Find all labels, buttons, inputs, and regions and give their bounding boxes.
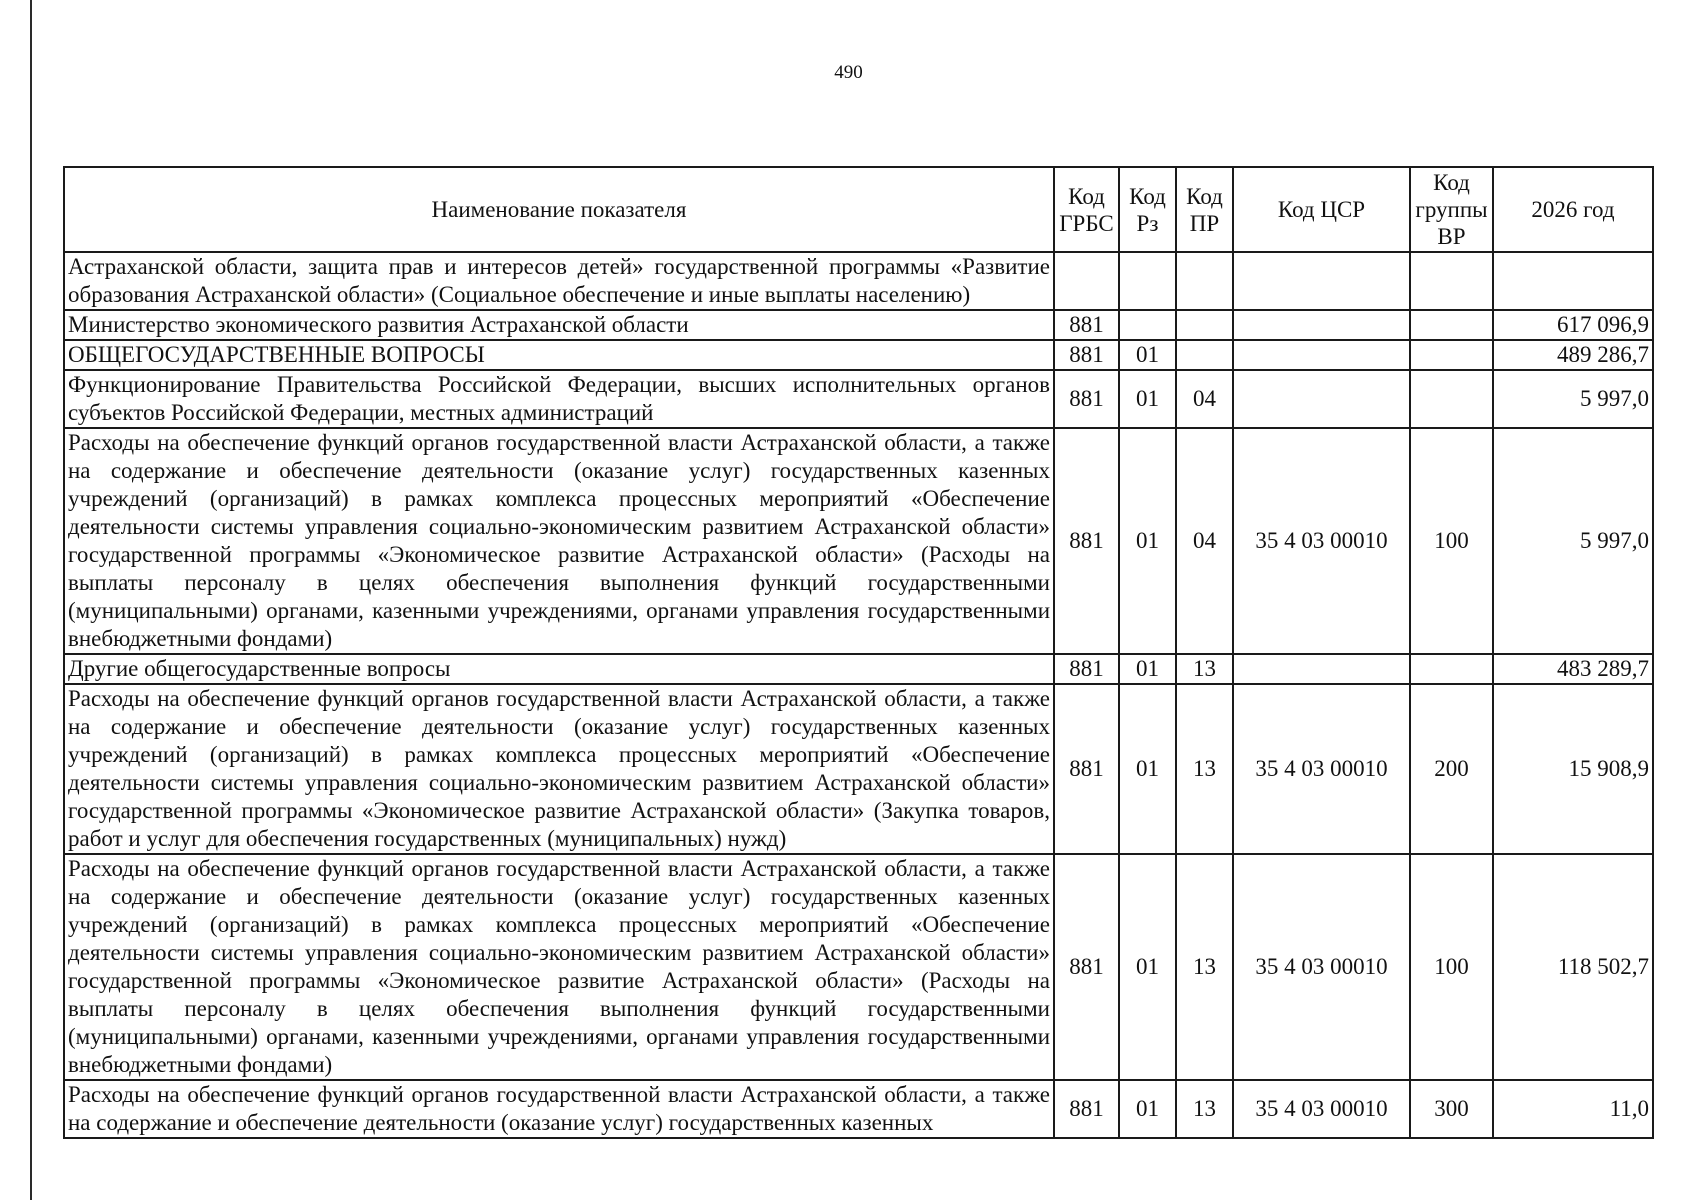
header-rz: Код Рз xyxy=(1119,167,1176,252)
table-header-row xyxy=(64,167,1653,252)
row-rz: 01 xyxy=(1119,340,1176,370)
row-pr: 04 xyxy=(1176,428,1233,654)
row-name: Астраханской области, защита прав и интересов детей» государственной программы «Развитие образования Астраханской области» (Социальное обеспечение и иные выплаты населению) xyxy=(64,252,1054,310)
row-pr xyxy=(1176,252,1233,310)
row-csr xyxy=(1233,340,1410,370)
row-rz: 01 xyxy=(1119,1080,1176,1138)
row-csr: 35 4 03 00010 xyxy=(1233,684,1410,854)
table-row xyxy=(64,428,1653,654)
table-row xyxy=(64,252,1653,310)
row-rz: 01 xyxy=(1119,370,1176,428)
row-pr: 13 xyxy=(1176,1080,1233,1138)
row-grbs: 881 xyxy=(1054,370,1119,428)
row-name: Расходы на обеспечение функций органов государственной власти Астраханской области, а также на содержание и обеспечение деятельности (оказание услуг) государственных казенных учреждений (организаций) в рамках комплекса процессных мероприятий «Обеспечение деятельности системы управления социально-экономическим развитием Астраханской области» государственной программы «Экономическое развитие Астраханской области» (Закупка товаров, работ и услуг для обеспечения государственных (муниципальных) нужд) xyxy=(64,684,1054,854)
row-grbs xyxy=(1054,252,1119,310)
budget-table-container xyxy=(63,166,1652,1139)
row-name: Расходы на обеспечение функций органов государственной власти Астраханской области, а также на содержание и обеспечение деятельности (оказание услуг) государственных казенных xyxy=(64,1080,1054,1138)
row-csr: 35 4 03 00010 xyxy=(1233,428,1410,654)
row-grbs: 881 xyxy=(1054,428,1119,654)
row-amount: 483 289,7 xyxy=(1493,654,1653,684)
row-name: Расходы на обеспечение функций органов государственной власти Астраханской области, а также на содержание и обеспечение деятельности (оказание услуг) государственных казенных учреждений (организаций) в рамках комплекса процессных мероприятий «Обеспечение деятельности системы управления социально-экономическим развитием Астраханской области» государственной программы «Экономическое развитие Астраханской области» (Расходы на выплаты персоналу в целях обеспечения выполнения функций государственными (муниципальными) органами, казенными учреждениями, органами управления государственными внебюджетными фондами) xyxy=(64,854,1054,1080)
row-vr: 100 xyxy=(1410,428,1493,654)
row-pr: 04 xyxy=(1176,370,1233,428)
table-row xyxy=(64,854,1653,1080)
row-vr: 300 xyxy=(1410,1080,1493,1138)
row-pr: 13 xyxy=(1176,654,1233,684)
row-csr: 35 4 03 00010 xyxy=(1233,1080,1410,1138)
row-csr xyxy=(1233,310,1410,340)
table-row xyxy=(64,684,1653,854)
row-name: Министерство экономического развития Астраханской области xyxy=(64,310,1054,340)
row-vr xyxy=(1410,310,1493,340)
row-grbs: 881 xyxy=(1054,654,1119,684)
row-amount: 489 286,7 xyxy=(1493,340,1653,370)
row-amount: 5 997,0 xyxy=(1493,428,1653,654)
row-name: Функционирование Правительства Российской Федерации, высших исполнительных органов субъектов Российской Федерации, местных администраций xyxy=(64,370,1054,428)
row-pr xyxy=(1176,310,1233,340)
header-csr: Код ЦСР xyxy=(1233,167,1410,252)
row-amount xyxy=(1493,252,1653,310)
row-vr xyxy=(1410,370,1493,428)
table-row xyxy=(64,340,1653,370)
row-pr xyxy=(1176,340,1233,370)
row-amount: 617 096,9 xyxy=(1493,310,1653,340)
row-csr xyxy=(1233,370,1410,428)
row-amount: 118 502,7 xyxy=(1493,854,1653,1080)
header-name: Наименование показателя xyxy=(64,167,1054,252)
row-csr: 35 4 03 00010 xyxy=(1233,854,1410,1080)
row-name: Расходы на обеспечение функций органов государственной власти Астраханской области, а также на содержание и обеспечение деятельности (оказание услуг) государственных казенных учреждений (организаций) в рамках комплекса процессных мероприятий «Обеспечение деятельности системы управления социально-экономическим развитием Астраханской области» государственной программы «Экономическое развитие Астраханской области» (Расходы на выплаты персоналу в целях обеспечения выполнения функций государственными (муниципальными) органами, казенными учреждениями, органами управления государственными внебюджетными фондами) xyxy=(64,428,1054,654)
row-amount: 11,0 xyxy=(1493,1080,1653,1138)
table-row xyxy=(64,1080,1653,1138)
row-rz: 01 xyxy=(1119,684,1176,854)
row-grbs: 881 xyxy=(1054,684,1119,854)
row-vr xyxy=(1410,654,1493,684)
row-name: ОБЩЕГОСУДАРСТВЕННЫЕ ВОПРОСЫ xyxy=(64,340,1054,370)
row-rz: 01 xyxy=(1119,654,1176,684)
row-grbs: 881 xyxy=(1054,854,1119,1080)
table-row xyxy=(64,310,1653,340)
row-rz xyxy=(1119,310,1176,340)
header-amount: 2026 год xyxy=(1493,167,1653,252)
table-row xyxy=(64,370,1653,428)
header-pr: Код ПР xyxy=(1176,167,1233,252)
row-csr xyxy=(1233,252,1410,310)
row-pr: 13 xyxy=(1176,854,1233,1080)
row-name: Другие общегосударственные вопросы xyxy=(64,654,1054,684)
row-vr xyxy=(1410,340,1493,370)
row-rz xyxy=(1119,252,1176,310)
row-pr: 13 xyxy=(1176,684,1233,854)
row-amount: 15 908,9 xyxy=(1493,684,1653,854)
row-amount: 5 997,0 xyxy=(1493,370,1653,428)
page-number: 490 xyxy=(834,62,863,83)
row-grbs: 881 xyxy=(1054,310,1119,340)
binding-edge-line xyxy=(30,0,32,1200)
header-vr: Код группы ВР xyxy=(1410,167,1493,252)
row-vr: 100 xyxy=(1410,854,1493,1080)
budget-table xyxy=(63,166,1654,1139)
row-grbs: 881 xyxy=(1054,1080,1119,1138)
header-grbs: Код ГРБС xyxy=(1054,167,1119,252)
row-vr xyxy=(1410,252,1493,310)
row-csr xyxy=(1233,654,1410,684)
table-row xyxy=(64,654,1653,684)
row-grbs: 881 xyxy=(1054,340,1119,370)
row-rz: 01 xyxy=(1119,854,1176,1080)
row-vr: 200 xyxy=(1410,684,1493,854)
row-rz: 01 xyxy=(1119,428,1176,654)
